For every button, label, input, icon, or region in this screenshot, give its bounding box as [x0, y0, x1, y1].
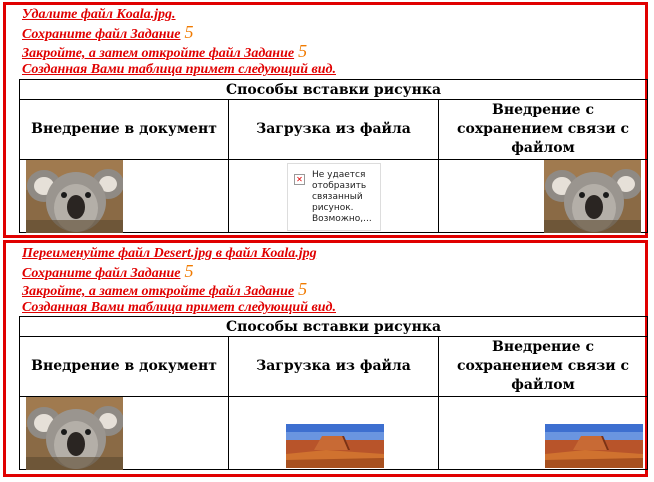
step-number: 5 — [184, 261, 194, 281]
insertion-methods-table — [19, 316, 648, 470]
step-number: 5 — [298, 279, 308, 299]
column-header-load: Загрузка из файла — [229, 100, 439, 160]
instruction-panel-1 — [3, 2, 648, 238]
broken-image-icon: ✕ — [294, 174, 305, 185]
step-number: 5 — [184, 22, 194, 42]
column-header-linked: Внедрение с сохранением связи с файлом — [439, 100, 648, 160]
instruction-line: Сохраните файл Задание 5 — [22, 261, 194, 281]
desert-image — [545, 424, 643, 468]
instruction-line: Удалите файл Koala.jpg. — [22, 7, 176, 22]
table-title: Способы вставки рисунка — [20, 80, 648, 100]
instruction-panel-2 — [3, 240, 648, 477]
instruction-line: Созданная Вами таблица примет следующий вид. — [22, 62, 336, 77]
instruction-line: Созданная Вами таблица примет следующий вид. — [22, 300, 336, 315]
column-header-linked: Внедрение с сохранением связи с файлом — [439, 337, 648, 397]
instruction-line: Переименуйте файл Desert.jpg в файл Koala.jpg — [22, 246, 317, 261]
column-header-embed: Внедрение в документ — [20, 100, 229, 160]
column-header-load: Загрузка из файла — [229, 337, 439, 397]
embedded-image-cell — [20, 397, 229, 470]
loaded-image-cell — [229, 397, 439, 470]
table-title: Способы вставки рисунка — [20, 317, 648, 337]
linked-image-cell — [439, 160, 648, 233]
broken-image-placeholder — [287, 163, 381, 231]
linked-image-cell — [439, 397, 648, 470]
koala-image — [26, 397, 123, 470]
broken-image-text: Не удается отобразить связанный рисунок. Возможно,... — [312, 170, 372, 224]
embedded-image-cell — [20, 160, 229, 233]
desert-image — [286, 424, 384, 468]
koala-image — [26, 160, 123, 233]
insertion-methods-table — [19, 79, 648, 233]
step-number: 5 — [298, 41, 308, 61]
instruction-line: Закройте, а затем откройте файл Задание 5 — [22, 41, 308, 61]
loaded-image-cell — [229, 160, 439, 233]
instruction-line: Сохраните файл Задание 5 — [22, 22, 194, 42]
column-header-embed: Внедрение в документ — [20, 337, 229, 397]
koala-image — [544, 160, 641, 233]
instruction-line: Закройте, а затем откройте файл Задание 5 — [22, 279, 308, 299]
